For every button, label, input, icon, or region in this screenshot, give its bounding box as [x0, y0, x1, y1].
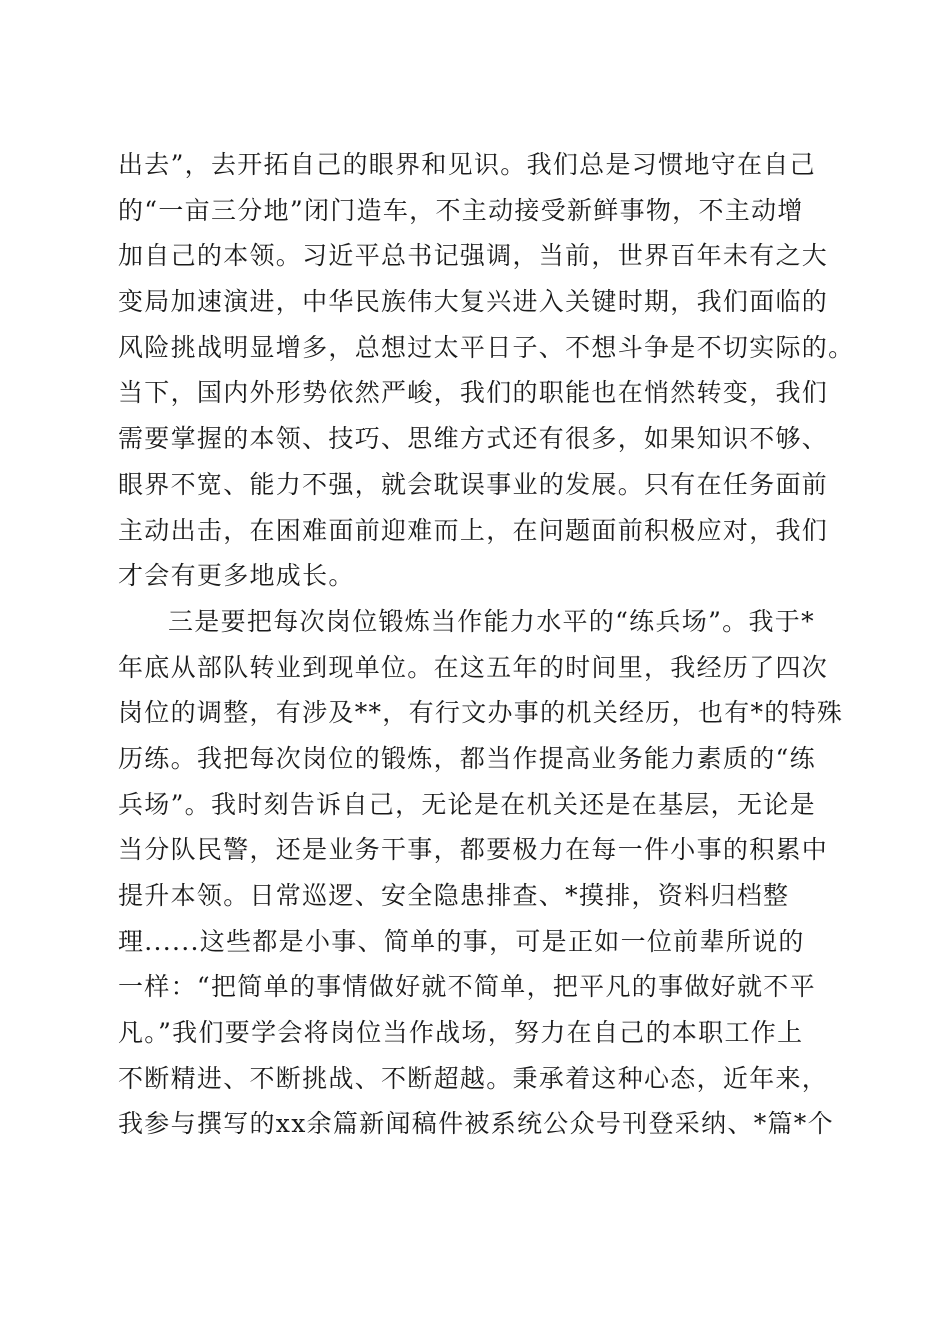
text-line: 变局加速演进，中华民族伟大复兴进入关键时期，我们面临的: [118, 287, 829, 317]
text-line: 加自己的本领。习近平总书记强调，当前，世界百年未有之大: [118, 241, 829, 271]
text-line: 提升本领。日常巡逻、安全隐患排查、*摸排，资料归档整: [118, 881, 790, 910]
text-line: 风险挑战明显增多，总想过太平日子、不想斗争是不切实际的。: [118, 332, 855, 362]
text-line: 我参与撰写的xx余篇新闻稿件被系统公众号刊登采纳、*篇*个: [118, 1109, 834, 1139]
text-line: 不断精进、不断挑战、不断超越。秉承着这种心态，近年来，: [118, 1063, 829, 1093]
text-line: 需要掌握的本领、技巧、思维方式还有很多，如果知识不够、: [118, 424, 829, 454]
text-line: 才会有更多地成长。: [118, 561, 355, 591]
text-line: 出去”，去开拓自己的眼界和见识。我们总是习惯地守在自己: [118, 150, 816, 179]
text-line: 兵场”。我时刻告诉自己，无论是在机关还是在基层，无论是: [118, 789, 816, 819]
text-line: 的“一亩三分地”闭门造车，不主动接受新鲜事物，不主动增: [118, 195, 804, 225]
text-line: 历练。我把每次岗位的锻炼，都当作提高业务能力素质的“练: [118, 743, 816, 773]
text-line: 岗位的调整，有涉及**，有行文办事的机关经历，也有*的特殊: [118, 698, 844, 728]
text-line: 眼界不宽、能力不强，就会耽误事业的发展。只有在任务面前: [118, 469, 829, 499]
text-line: 主动出击，在困难面前迎难而上，在问题面前积极应对，我们: [118, 515, 829, 545]
text-line: 当分队民警，还是业务干事，都要极力在每一件小事的积累中: [118, 835, 829, 865]
text-line: 当下，国内外形势依然严峻，我们的职能也在悄然转变，我们: [118, 378, 829, 408]
text-line: 一样：“把简单的事情做好就不简单，把平凡的事做好就不平: [118, 972, 816, 1002]
paragraph-start-line: 三是要把每次岗位锻炼当作能力水平的“练兵场”。我于*: [168, 606, 815, 636]
text-line: 凡。”我们要学会将岗位当作战场，努力在自己的本职工作上: [118, 1018, 804, 1048]
text-line: 年底从部队转业到现单位。在这五年的时间里，我经历了四次: [118, 652, 829, 682]
document-body: [118, 142, 855, 1147]
text-line: 理......这些都是小事、简单的事，可是正如一位前辈所说的: [118, 926, 805, 956]
